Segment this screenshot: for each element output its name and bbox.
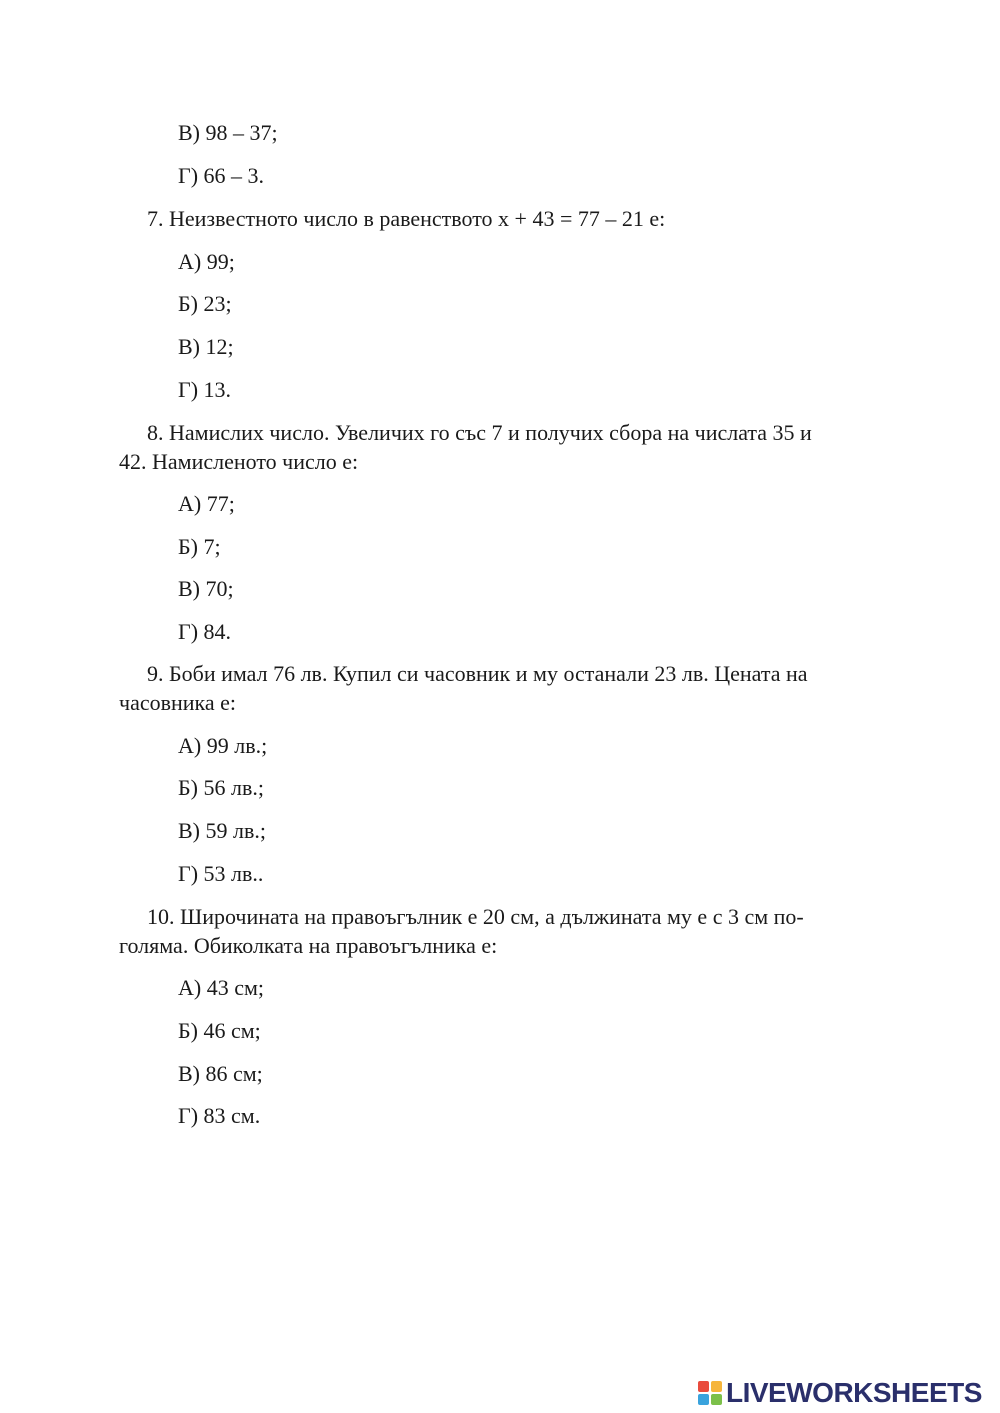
answer-option: А) 77; (178, 491, 235, 516)
answer-option: В) 70; (178, 576, 234, 601)
answer-option: Г) 53 лв.. (178, 861, 264, 886)
question-7-text: 7. Неизвестното число в равенството x + 43 = 77 – 21 е: (147, 206, 666, 231)
answer-option: Б) 7; (178, 534, 221, 559)
question-9-text: 9. Боби имал 76 лв. Купил си часовник и му останали 23 лв. Цената на (147, 661, 808, 686)
answer-option: В) 12; (178, 334, 234, 359)
answer-option: А) 99; (178, 249, 235, 274)
question-10-text-continued: голяма. Обиколката на правоъгълника е: (119, 933, 498, 958)
answer-option: Б) 56 лв.; (178, 775, 264, 800)
brand-square (698, 1381, 709, 1392)
brand-square (698, 1394, 709, 1405)
answer-option: А) 43 см; (178, 975, 265, 1000)
answer-option: В) 86 см; (178, 1061, 263, 1086)
brand-grid-icon (698, 1381, 722, 1405)
question-9-text-continued: часовника е: (119, 690, 237, 715)
brand-square (711, 1381, 722, 1392)
question-8-text: 8. Намислих число. Увеличих го със 7 и получих сбора на числата 35 и (147, 420, 812, 445)
answer-option: Г) 66 – 3. (178, 163, 265, 188)
brand-name: LIVEWORKSHEETS (726, 1377, 982, 1408)
brand-square (711, 1394, 722, 1405)
answer-option: А) 99 лв.; (178, 733, 268, 758)
answer-option: Б) 23; (178, 291, 232, 316)
answer-option: В) 59 лв.; (178, 818, 266, 843)
question-8-text-continued: 42. Намисленото число е: (119, 449, 359, 474)
answer-option: Г) 83 см. (178, 1103, 261, 1128)
answer-option: Г) 84. (178, 619, 232, 644)
answer-option: Б) 46 см; (178, 1018, 261, 1043)
liveworksheets-logo[interactable] (698, 1378, 982, 1408)
question-10-text: 10. Широчината на правоъгълник е 20 см, а дължината му е с 3 см по- (147, 904, 804, 929)
answer-option: Г) 13. (178, 377, 232, 402)
answer-option: В) 98 – 37; (178, 120, 278, 145)
